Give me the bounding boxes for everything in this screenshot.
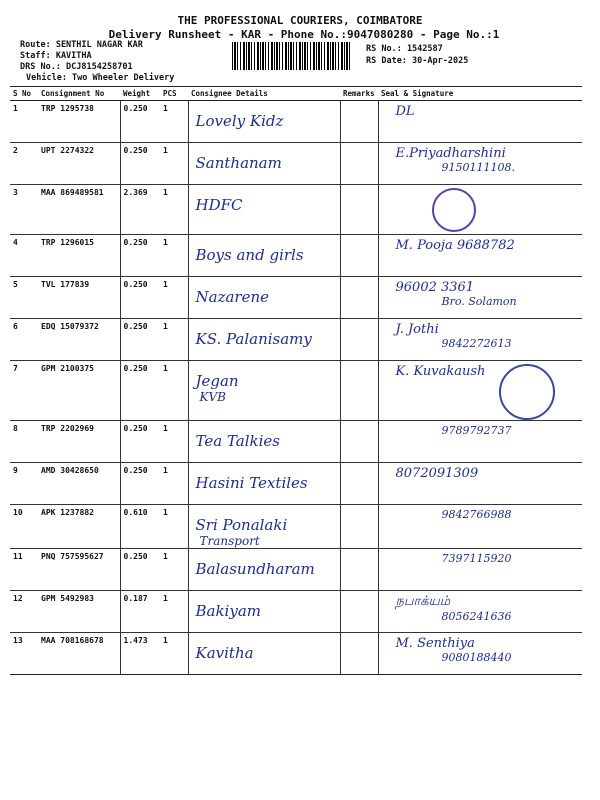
row-consignment: MAA 708168678 — [41, 636, 104, 645]
table-row — [10, 633, 582, 675]
table-row — [10, 549, 582, 591]
col-pcs: PCS — [160, 87, 188, 101]
row-signature-phone: 8056241636 — [441, 610, 512, 623]
row-weight: 0.250 — [123, 466, 148, 475]
row-sno: 5 — [13, 280, 18, 289]
consignee-cell — [188, 361, 340, 421]
row-consignment: TRP 2202969 — [41, 424, 94, 433]
row-consignee: Balasundharam — [195, 560, 315, 578]
remarks-cell — [340, 319, 378, 361]
pcs-cell — [160, 463, 188, 505]
consignment-cell — [38, 361, 120, 421]
consignee-cell — [188, 277, 340, 319]
table-row — [10, 101, 582, 143]
pcs-cell — [160, 505, 188, 549]
remarks-cell — [340, 633, 378, 675]
sno-cell — [10, 235, 38, 277]
table-row — [10, 591, 582, 633]
row-consignee: Bakiyam — [195, 602, 261, 620]
sno-cell — [10, 277, 38, 319]
signature-cell — [378, 143, 582, 185]
row-signature: நபாக்யம் — [395, 594, 451, 609]
consignee-cell — [188, 549, 340, 591]
weight-cell — [120, 421, 160, 463]
route-label: Route: SENTHIL NAGAR KAR — [20, 40, 143, 50]
pcs-cell — [160, 101, 188, 143]
row-consignment: PNQ 757595627 — [41, 552, 104, 561]
sno-cell — [10, 185, 38, 235]
table-row — [10, 505, 582, 549]
consignee-cell — [188, 463, 340, 505]
row-weight: 0.610 — [123, 508, 148, 517]
row-sno: 11 — [13, 552, 23, 561]
row-consignee: Lovely Kidz — [195, 112, 284, 130]
row-signature-phone: 9842272613 — [441, 337, 512, 350]
pcs-cell — [160, 319, 188, 361]
row-consignment: UPT 2274322 — [41, 146, 94, 155]
row-sno: 8 — [13, 424, 18, 433]
consignment-cell — [38, 277, 120, 319]
consignee-cell — [188, 591, 340, 633]
row-consignee: Hasini Textiles — [195, 474, 308, 492]
sno-cell — [10, 463, 38, 505]
col-signature: Seal & Signature — [378, 87, 582, 101]
row-signature: M. Senthiya — [395, 636, 475, 651]
rs-number: RS No.: 1542587 — [366, 44, 443, 54]
remarks-cell — [340, 361, 378, 421]
row-consignment: TVL 177839 — [41, 280, 90, 289]
consignment-cell — [38, 505, 120, 549]
table-row — [10, 319, 582, 361]
row-signature-phone: 7397115920 — [441, 552, 512, 565]
row-signature-phone: 9842766988 — [441, 508, 512, 521]
consignment-cell — [38, 185, 120, 235]
row-sno: 6 — [13, 322, 18, 331]
row-consignee: Santhanam — [195, 154, 282, 172]
pcs-cell — [160, 633, 188, 675]
pcs-cell — [160, 549, 188, 591]
row-sno: 1 — [13, 104, 18, 113]
row-sno: 12 — [13, 594, 23, 603]
sno-cell — [10, 549, 38, 591]
row-consignee: Nazarene — [195, 288, 269, 306]
signature-cell — [378, 549, 582, 591]
consignee-cell — [188, 319, 340, 361]
bank-seal-stamp — [499, 364, 555, 420]
row-consignee: Jegan — [195, 372, 239, 390]
row-sno: 9 — [13, 466, 18, 475]
pcs-cell — [160, 235, 188, 277]
row-consignment: MAA 869489581 — [41, 188, 104, 197]
row-sno: 13 — [13, 636, 23, 645]
row-signature-phone: 9080188440 — [441, 651, 512, 664]
consignment-cell — [38, 549, 120, 591]
runsheet-table — [10, 86, 582, 675]
signature-cell — [378, 277, 582, 319]
row-sno: 4 — [13, 238, 18, 247]
consignee-cell — [188, 101, 340, 143]
row-pcs: 1 — [163, 508, 168, 517]
consignment-cell — [38, 633, 120, 675]
weight-cell — [120, 319, 160, 361]
pcs-cell — [160, 421, 188, 463]
signature-cell — [378, 633, 582, 675]
remarks-cell — [340, 591, 378, 633]
consignee-cell — [188, 505, 340, 549]
row-weight: 1.473 — [123, 636, 148, 645]
remarks-cell — [340, 143, 378, 185]
consignee-cell — [188, 633, 340, 675]
row-weight: 0.250 — [123, 322, 148, 331]
signature-cell — [378, 421, 582, 463]
row-pcs: 1 — [163, 424, 168, 433]
row-sno: 3 — [13, 188, 18, 197]
row-weight: 2.369 — [123, 188, 148, 197]
row-consignee-line2: KVB — [199, 390, 226, 404]
row-weight: 0.250 — [123, 552, 148, 561]
row-sno: 2 — [13, 146, 18, 155]
weight-cell — [120, 505, 160, 549]
row-signature-phone: 9150111108. — [441, 161, 515, 174]
row-consignee: Kavitha — [195, 644, 254, 662]
table-row — [10, 185, 582, 235]
signature-cell — [378, 319, 582, 361]
runsheet-title: Delivery Runsheet - KAR - Phone No.:9047080280 - Page No.:1 — [108, 28, 500, 41]
row-signature-phone: Bro. Solamon — [441, 295, 517, 308]
table-row — [10, 463, 582, 505]
col-consignee: Consignee Details — [188, 87, 340, 101]
company-title: THE PROFESSIONAL COURIERS, COIMBATORE — [177, 14, 423, 27]
weight-cell — [120, 143, 160, 185]
sno-cell — [10, 319, 38, 361]
row-pcs: 1 — [163, 146, 168, 155]
row-weight: 0.250 — [123, 280, 148, 289]
row-signature: M. Pooja 9688782 — [395, 238, 515, 253]
weight-cell — [120, 235, 160, 277]
signature-cell — [378, 591, 582, 633]
weight-cell — [120, 633, 160, 675]
row-weight: 0.187 — [123, 594, 148, 603]
sno-cell — [10, 505, 38, 549]
sno-cell — [10, 421, 38, 463]
row-consignment: GPM 5492983 — [41, 594, 94, 603]
signature-cell — [378, 185, 582, 235]
row-consignee: Sri Ponalaki — [195, 516, 288, 534]
row-pcs: 1 — [163, 636, 168, 645]
weight-cell — [120, 185, 160, 235]
row-signature: E.Priyadharshini — [395, 146, 506, 161]
staff-label: Staff: KAVITHA — [20, 51, 92, 61]
drs-label: DRS No.: DCJ8154258701 — [20, 62, 133, 72]
row-pcs: 1 — [163, 364, 168, 373]
weight-cell — [120, 591, 160, 633]
sno-cell — [10, 143, 38, 185]
consignment-cell — [38, 591, 120, 633]
row-consignment: GPM 2100375 — [41, 364, 94, 373]
row-consignee-line2: Transport — [199, 534, 260, 548]
pcs-cell — [160, 143, 188, 185]
table-row — [10, 421, 582, 463]
remarks-cell — [340, 101, 378, 143]
row-signature: J. Jothi — [395, 322, 439, 337]
remarks-cell — [340, 549, 378, 591]
col-consignment: Consignment No — [38, 87, 120, 101]
col-sno: S No — [10, 87, 38, 101]
remarks-cell — [340, 235, 378, 277]
consignment-cell — [38, 101, 120, 143]
signature-cell — [378, 101, 582, 143]
sno-cell — [10, 591, 38, 633]
consignee-cell — [188, 235, 340, 277]
pcs-cell — [160, 361, 188, 421]
consignment-cell — [38, 421, 120, 463]
row-consignment: EDQ 15079372 — [41, 322, 99, 331]
weight-cell — [120, 463, 160, 505]
pcs-cell — [160, 591, 188, 633]
pcs-cell — [160, 185, 188, 235]
consignment-cell — [38, 235, 120, 277]
signature-cell — [378, 235, 582, 277]
row-consignee: KS. Palanisamy — [195, 330, 312, 348]
row-consignee: HDFC — [195, 196, 243, 214]
row-pcs: 1 — [163, 466, 168, 475]
signature-cell — [378, 361, 582, 421]
remarks-cell — [340, 185, 378, 235]
consignee-cell — [188, 143, 340, 185]
row-signature-phone: 9789792737 — [441, 424, 512, 437]
row-signature: DL — [395, 104, 415, 119]
sno-cell — [10, 361, 38, 421]
row-consignment: APK 1237882 — [41, 508, 94, 517]
barcode-image — [232, 42, 352, 70]
row-consignment: TRP 1295738 — [41, 104, 94, 113]
row-signature: 96002 3361 — [395, 280, 475, 295]
remarks-cell — [340, 277, 378, 319]
vehicle-label: Vehicle: Two Wheeler Delivery — [26, 73, 175, 83]
remarks-cell — [340, 505, 378, 549]
row-consignee: Boys and girls — [195, 246, 304, 264]
table-header-row — [10, 87, 582, 101]
remarks-cell — [340, 463, 378, 505]
row-weight: 0.250 — [123, 146, 148, 155]
consignee-cell — [188, 185, 340, 235]
rs-date: RS Date: 30-Apr-2025 — [366, 56, 469, 66]
row-pcs: 1 — [163, 322, 168, 331]
row-pcs: 1 — [163, 104, 168, 113]
row-sno: 10 — [13, 508, 23, 517]
table-row — [10, 143, 582, 185]
consignee-cell — [188, 421, 340, 463]
row-weight: 0.250 — [123, 104, 148, 113]
bank-seal-stamp — [432, 188, 476, 232]
weight-cell — [120, 277, 160, 319]
row-consignee: Tea Talkies — [195, 432, 280, 450]
row-weight: 0.250 — [123, 238, 148, 247]
row-weight: 0.250 — [123, 424, 148, 433]
remarks-cell — [340, 421, 378, 463]
signature-cell — [378, 463, 582, 505]
row-pcs: 1 — [163, 594, 168, 603]
sno-cell — [10, 633, 38, 675]
table-row — [10, 235, 582, 277]
row-consignment: TRP 1296015 — [41, 238, 94, 247]
row-consignment: AMD 30428650 — [41, 466, 99, 475]
signature-cell — [378, 505, 582, 549]
weight-cell — [120, 361, 160, 421]
row-pcs: 1 — [163, 552, 168, 561]
pcs-cell — [160, 277, 188, 319]
sno-cell — [10, 101, 38, 143]
col-remarks: Remarks — [340, 87, 378, 101]
row-signature: 8072091309 — [395, 466, 479, 481]
col-weight: Weight — [120, 87, 160, 101]
weight-cell — [120, 101, 160, 143]
row-pcs: 1 — [163, 238, 168, 247]
consignment-cell — [38, 143, 120, 185]
row-weight: 0.250 — [123, 364, 148, 373]
row-sno: 7 — [13, 364, 18, 373]
consignment-cell — [38, 463, 120, 505]
row-signature: K. Kuvakaush — [395, 364, 486, 379]
table-row — [10, 277, 582, 319]
weight-cell — [120, 549, 160, 591]
row-pcs: 1 — [163, 280, 168, 289]
row-pcs: 1 — [163, 188, 168, 197]
consignment-cell — [38, 319, 120, 361]
table-row — [10, 361, 582, 421]
